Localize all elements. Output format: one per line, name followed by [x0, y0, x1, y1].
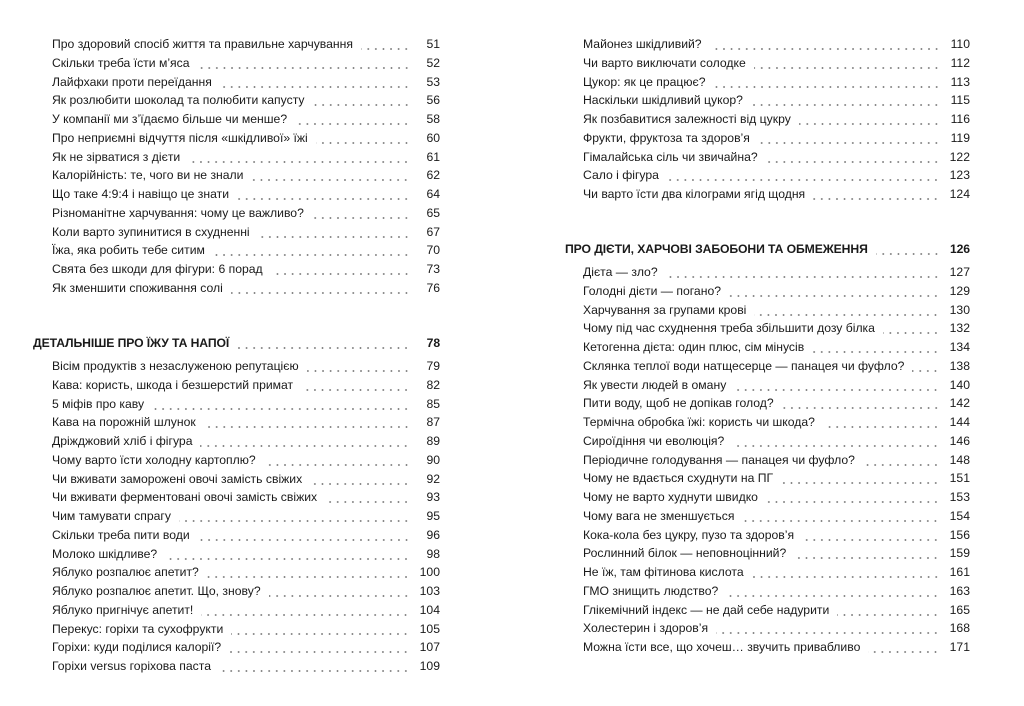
- dot-leader: [264, 451, 410, 470]
- page-number: 65: [426, 205, 440, 220]
- dot-leader: [310, 470, 410, 489]
- toc-entry[interactable]: [583, 544, 970, 563]
- page-number: 113: [950, 74, 970, 89]
- toc-entry[interactable]: [583, 148, 970, 167]
- toc-entry[interactable]: [583, 185, 970, 204]
- entry-title: Можна їсти все, що хочеш… звучить привабливо: [583, 640, 861, 654]
- dot-leader: [231, 279, 410, 298]
- dot-leader: [823, 413, 940, 432]
- dot-leader: [237, 334, 410, 353]
- entry-title: Дріжджовий хліб і фігура: [52, 434, 193, 448]
- entry-title: Холестерин і здоров’я: [583, 621, 709, 636]
- left-toc-list-top: [52, 35, 440, 298]
- entry-title: Горіхи: куди поділися калорії?: [52, 640, 222, 655]
- page-number: 116: [950, 112, 970, 126]
- dot-leader: [219, 657, 410, 676]
- page-number: 85: [426, 396, 440, 411]
- dot-leader: [325, 488, 410, 507]
- toc-entry[interactable]: [52, 413, 440, 432]
- page-number: 89: [426, 434, 440, 448]
- dot-leader: [220, 73, 410, 92]
- toc-entry[interactable]: [52, 241, 440, 260]
- page-number: 107: [419, 640, 440, 655]
- toc-entry[interactable]: [52, 35, 440, 54]
- page-number: 127: [949, 265, 970, 279]
- dot-leader: [802, 526, 940, 545]
- toc-entry[interactable]: [52, 260, 440, 279]
- dot-leader: [229, 638, 409, 657]
- entry-title: 5 міфів про каву: [52, 396, 145, 411]
- dot-leader: [710, 35, 940, 54]
- entry-title: Як позбавитися залежності від цукру: [583, 112, 791, 126]
- dot-leader: [307, 357, 410, 376]
- entry-title: ГМО знищить людство?: [583, 583, 719, 598]
- toc-entry[interactable]: [52, 129, 440, 148]
- page-number: 64: [426, 187, 440, 201]
- entry-title: Чому варто їсти холодну картоплю?: [52, 452, 256, 467]
- entry-title: Сало і фігура: [583, 168, 659, 183]
- dot-leader: [794, 544, 939, 563]
- toc-entry[interactable]: [52, 451, 440, 470]
- page-number: 56: [426, 93, 440, 108]
- dot-leader: [258, 223, 410, 242]
- entry-title: Перекус: горіхи та сухофрукти: [52, 621, 224, 636]
- page-number: 129: [949, 283, 970, 298]
- page-number: 168: [949, 621, 970, 636]
- dot-leader: [742, 507, 939, 526]
- toc-entry[interactable]: [52, 110, 440, 129]
- dot-leader: [766, 148, 940, 167]
- entry-title: Як не зірватися з дієти: [52, 149, 181, 164]
- page-number: 87: [426, 415, 440, 430]
- page-number: 115: [950, 93, 970, 108]
- page-number: 93: [426, 490, 440, 505]
- toc-entry[interactable]: [583, 619, 970, 638]
- entry-title: Кока-кола без цукру, пузо та здоров’я: [583, 527, 795, 542]
- page-number: 151: [949, 471, 970, 486]
- entry-title: Сироїдіння чи еволюція?: [583, 433, 725, 448]
- page-number: 90: [426, 452, 440, 467]
- section-title: ДЕТАЛЬНІШЕ ПРО ЇЖУ ТА НАПОЇ: [33, 336, 230, 350]
- entry-title: Яблуко розпалює апетит. Що, знову?: [52, 584, 261, 598]
- entry-title: Молоко шкідливе?: [52, 546, 158, 561]
- dot-leader: [752, 563, 940, 582]
- toc-entry[interactable]: [583, 301, 970, 320]
- toc-entry[interactable]: [52, 166, 440, 185]
- page-number: 171: [949, 640, 970, 654]
- page-number: 82: [426, 377, 440, 392]
- entry-title: Харчування за групами крові: [583, 302, 747, 317]
- page-number: 76: [426, 280, 440, 295]
- dot-leader: [198, 54, 410, 73]
- page-number: 53: [426, 74, 440, 89]
- left-toc-list-section: [52, 357, 440, 676]
- entry-title: Кава: користь, шкода і безшерстий примат: [52, 377, 294, 392]
- page-number: 119: [950, 130, 970, 145]
- page-number: 165: [949, 602, 970, 617]
- toc-entry[interactable]: [52, 470, 440, 489]
- entry-title: Наскільки шкідливий цукор?: [583, 93, 743, 108]
- toc-entry[interactable]: [52, 395, 440, 414]
- dot-leader: [667, 166, 940, 185]
- page-number: 70: [426, 243, 440, 258]
- entry-title: Як увести людей в оману: [583, 377, 727, 392]
- entry-title: Склянка теплої води натщесерце — панацея чи фуфло?: [583, 358, 905, 373]
- entry-title: Майонез шкідливий?: [583, 37, 702, 51]
- toc-entry[interactable]: [583, 469, 970, 488]
- entry-title: Чи варто їсти два кілограми ягід щодня: [583, 187, 806, 201]
- section-heading-diets: [565, 240, 970, 259]
- entry-title: Про неприємні відчуття після «шкідливої» їжі: [52, 130, 308, 145]
- page-number: 78: [426, 336, 440, 350]
- toc-entry[interactable]: [52, 91, 440, 110]
- toc-entry[interactable]: [583, 376, 970, 395]
- entry-title: Гімалайська сіль чи звичайна?: [583, 149, 758, 164]
- dot-leader: [754, 54, 940, 73]
- dot-leader: [295, 110, 410, 129]
- page-number: 110: [950, 37, 970, 51]
- dot-leader: [782, 394, 940, 413]
- toc-entry[interactable]: [52, 657, 440, 676]
- toc-entry[interactable]: [583, 338, 970, 357]
- dot-leader: [876, 240, 940, 259]
- dot-leader: [754, 301, 939, 320]
- dot-leader: [726, 582, 939, 601]
- toc-entry[interactable]: [52, 620, 440, 639]
- page-number: 153: [949, 490, 970, 504]
- entry-title: Чому під час схуднення треба збільшити дозу білка: [583, 321, 875, 336]
- toc-entry[interactable]: [583, 526, 970, 545]
- toc-entry[interactable]: [52, 279, 440, 298]
- toc-entry[interactable]: [52, 204, 440, 223]
- toc-entry[interactable]: [583, 394, 970, 413]
- toc-entry[interactable]: [583, 73, 970, 92]
- entry-title: Як зменшити споживання солі: [52, 280, 223, 295]
- right-toc-list-top: [583, 35, 970, 204]
- dot-leader: [231, 620, 409, 639]
- toc-entry[interactable]: [583, 263, 970, 282]
- page-number: 112: [950, 55, 970, 70]
- entry-title: Термічна обробка їжі: користь чи шкода?: [583, 415, 815, 429]
- entry-title: Чому вага не зменшується: [583, 508, 735, 523]
- page-number: 61: [426, 149, 440, 164]
- dot-leader: [732, 432, 939, 451]
- dot-leader: [716, 619, 940, 638]
- entry-title: Різноманітне харчування: чому це важливо?: [52, 205, 304, 220]
- dot-leader: [251, 166, 410, 185]
- toc-entry[interactable]: [52, 376, 440, 395]
- page-number: 124: [949, 187, 970, 201]
- entry-title: Рослинний білок — неповноцінний?: [583, 546, 787, 561]
- dot-leader: [237, 185, 410, 204]
- dot-leader: [361, 35, 410, 54]
- page-number: 105: [419, 621, 440, 636]
- page-number: 144: [949, 415, 970, 429]
- dot-leader: [165, 545, 410, 564]
- toc-entry[interactable]: [52, 54, 440, 73]
- dot-leader: [734, 376, 939, 395]
- dot-leader: [213, 241, 410, 260]
- dot-leader: [837, 601, 939, 620]
- dot-leader: [729, 282, 940, 301]
- toc-entry[interactable]: [52, 638, 440, 657]
- section-heading-food-drinks: [33, 334, 440, 353]
- toc-entry[interactable]: [583, 601, 970, 620]
- page-number: 161: [949, 565, 970, 579]
- entry-title: Кетогенна дієта: один плюс, сім мінусів: [583, 340, 805, 354]
- entry-title: Коли варто зупинитися в схудненні: [52, 224, 250, 239]
- dot-leader: [666, 263, 940, 282]
- toc-entry[interactable]: [583, 91, 970, 110]
- entry-title: Цукор: як це працює?: [583, 74, 706, 89]
- toc-entry[interactable]: [583, 413, 970, 432]
- toc-entry[interactable]: [583, 319, 970, 338]
- toc-entry[interactable]: [583, 35, 970, 54]
- dot-leader: [198, 526, 410, 545]
- toc-entry[interactable]: [52, 148, 440, 167]
- toc-entry[interactable]: [583, 563, 970, 582]
- toc-entry[interactable]: [52, 563, 440, 582]
- page-number: 58: [426, 112, 440, 126]
- entry-title: Їжа, яка робить тебе ситим: [52, 243, 205, 258]
- page-number: 156: [949, 527, 970, 542]
- dot-leader: [813, 185, 940, 204]
- page-number: 109: [419, 659, 440, 673]
- entry-title: Чим тамувати спрагу: [52, 509, 171, 523]
- entry-title: Скільки треба пити води: [52, 527, 190, 542]
- entry-title: Свята без шкоди для фігури: 6 порад: [52, 262, 263, 276]
- entry-title: Яблуко розпалює апетит?: [52, 565, 199, 580]
- page-number: 138: [949, 358, 970, 373]
- toc-entry[interactable]: [583, 110, 970, 129]
- entry-title: Лайфхаки проти переїдання: [52, 74, 212, 89]
- dot-leader: [912, 357, 939, 376]
- toc-entry[interactable]: [583, 432, 970, 451]
- entry-title: Як розлюбити шоколад та полюбити капусту: [52, 93, 305, 108]
- entry-title: Вісім продуктів з незаслуженою репутацією: [52, 359, 299, 373]
- page-number: 67: [426, 224, 440, 239]
- page-number: 159: [949, 546, 970, 561]
- page-number: 100: [419, 565, 440, 580]
- toc-entry[interactable]: [52, 73, 440, 92]
- entry-title: Голодні дієти — погано?: [583, 283, 721, 298]
- toc-entry[interactable]: [583, 638, 970, 657]
- right-toc-list-section: [583, 263, 970, 657]
- dot-leader: [868, 638, 939, 657]
- page-number: 95: [426, 509, 440, 523]
- toc-entry[interactable]: [52, 357, 440, 376]
- dot-leader: [207, 563, 410, 582]
- dot-leader: [812, 338, 939, 357]
- page-number: 154: [949, 508, 970, 523]
- page-number: 92: [426, 471, 440, 486]
- toc-entry[interactable]: [52, 582, 440, 601]
- entry-title: Глікемічний індекс — не дай себе надурити: [583, 602, 830, 617]
- toc-entry[interactable]: [583, 582, 970, 601]
- entry-title: Чи варто виключати солодке: [583, 55, 746, 70]
- dot-leader: [883, 319, 940, 338]
- dot-leader: [766, 488, 940, 507]
- toc-entry[interactable]: [52, 507, 440, 526]
- entry-title: Про здоровий спосіб життя та правильне харчування: [52, 37, 353, 51]
- entry-title: Чому не вдається схуднути на ПГ: [583, 471, 774, 486]
- page-number: 98: [426, 546, 440, 561]
- page-number: 132: [949, 321, 970, 336]
- page-number: 130: [949, 302, 970, 317]
- entry-title: Періодичне голодування — панацея чи фуфло?: [583, 452, 855, 467]
- toc-entry[interactable]: [583, 54, 970, 73]
- toc-entry[interactable]: [583, 488, 970, 507]
- section-heading-entry[interactable]: [565, 240, 970, 259]
- entry-title: Дієта — зло?: [583, 265, 658, 279]
- dot-leader: [714, 73, 940, 92]
- page-number: 140: [949, 377, 970, 392]
- dot-leader: [316, 129, 410, 148]
- toc-entry[interactable]: [583, 451, 970, 470]
- page-number: 163: [949, 583, 970, 598]
- toc-entry[interactable]: [583, 507, 970, 526]
- toc-entry[interactable]: [583, 282, 970, 301]
- entry-title: У компанії ми з’їдаємо більше чи менше?: [52, 112, 288, 126]
- page-number: 126: [949, 242, 970, 256]
- page-number: 60: [426, 130, 440, 145]
- entry-title: Фрукти, фруктоза та здоров’я: [583, 130, 750, 145]
- toc-entry[interactable]: [583, 166, 970, 185]
- entry-title: Чому не варто худнути швидко: [583, 490, 758, 504]
- dot-leader: [781, 469, 940, 488]
- entry-title: Що таке 4:9:4 і навіщо це знати: [52, 187, 230, 201]
- dot-leader: [179, 507, 410, 526]
- entry-title: Яблуко пригнічує апетит!: [52, 602, 194, 617]
- dot-leader: [863, 451, 940, 470]
- entry-title: Чи вживати ферментовані овочі замість свіжих: [52, 490, 318, 505]
- dot-leader: [200, 432, 410, 451]
- dot-leader: [188, 148, 410, 167]
- page-number: 73: [426, 262, 440, 276]
- toc-entry[interactable]: [583, 357, 970, 376]
- toc-entry[interactable]: [52, 223, 440, 242]
- entry-title: Скільки треба їсти м’яса: [52, 55, 190, 70]
- entry-title: Горіхи versus горіхова паста: [52, 659, 211, 673]
- dot-leader: [751, 91, 940, 110]
- toc-entry[interactable]: [52, 432, 440, 451]
- entry-title: Калорійність: те, чого ви не знали: [52, 168, 244, 183]
- entry-title: Чи вживати заморожені овочі замість свіжих: [52, 471, 303, 486]
- page-number: 134: [949, 340, 970, 354]
- entry-title: Пити воду, щоб не допікав голод?: [583, 396, 774, 411]
- toc-entry[interactable]: [52, 488, 440, 507]
- dot-leader: [313, 91, 410, 110]
- page-number: 122: [949, 149, 970, 164]
- dot-leader: [301, 376, 410, 395]
- entry-title: Не їж, там фітинова кислота: [583, 565, 744, 579]
- page-number: 96: [426, 527, 440, 542]
- dot-leader: [758, 129, 940, 148]
- dot-leader: [799, 110, 940, 129]
- toc-entry[interactable]: [52, 185, 440, 204]
- toc-entry[interactable]: [52, 545, 440, 564]
- section-heading-entry[interactable]: [33, 334, 440, 353]
- dot-leader: [201, 601, 409, 620]
- dot-leader: [152, 395, 410, 414]
- page-number: 62: [426, 168, 440, 183]
- page-number: 146: [949, 433, 970, 448]
- toc-entry[interactable]: [583, 129, 970, 148]
- page-number: 104: [419, 602, 440, 617]
- page-number: 142: [949, 396, 970, 411]
- dot-leader: [204, 413, 410, 432]
- page-number: 103: [419, 584, 440, 598]
- page-number: 51: [426, 37, 440, 51]
- dot-leader: [269, 582, 410, 601]
- page-number: 79: [426, 359, 440, 373]
- toc-entry[interactable]: [52, 526, 440, 545]
- toc-entry[interactable]: [52, 601, 440, 620]
- dot-leader: [312, 204, 410, 223]
- section-title: ПРО ДІЄТИ, ХАРЧОВІ ЗАБОБОНИ ТА ОБМЕЖЕННЯ: [565, 242, 868, 256]
- dot-leader: [271, 260, 410, 279]
- page-number: 148: [949, 452, 970, 467]
- page-number: 123: [949, 168, 970, 183]
- page-number: 52: [426, 55, 440, 70]
- entry-title: Кава на порожній шлунок: [52, 415, 196, 430]
